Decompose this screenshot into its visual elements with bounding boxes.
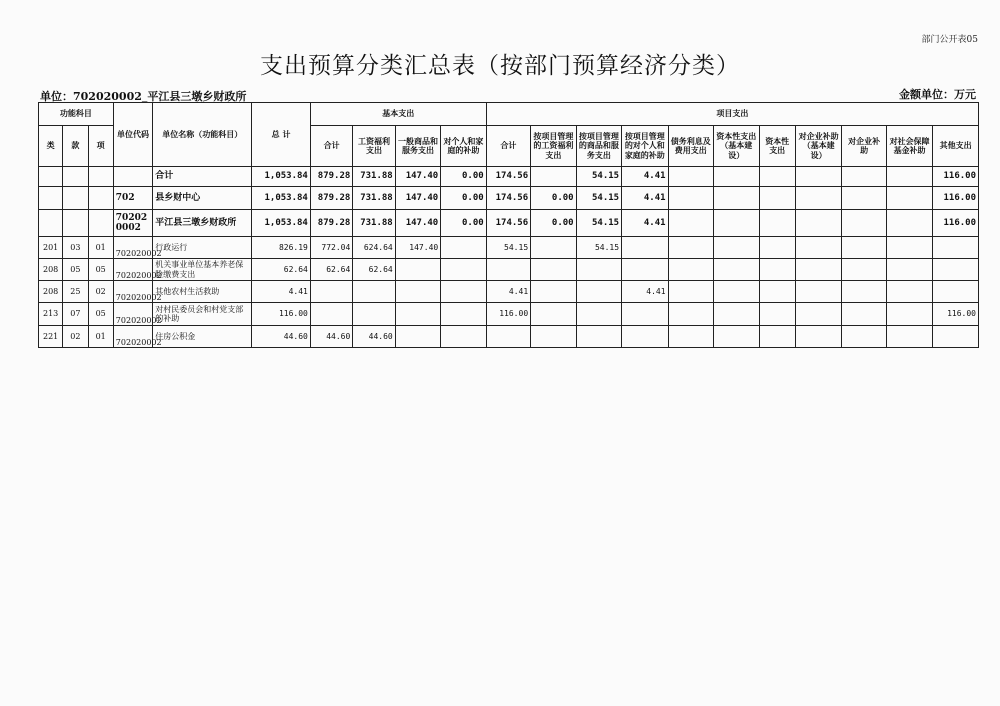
lei-header: 类 xyxy=(39,126,63,167)
project-col-header: 按项目管理的对个人和家庭的补助 xyxy=(622,126,668,167)
project-cell xyxy=(886,326,932,348)
project-cell xyxy=(576,303,621,326)
unit-name-cell: 合计 xyxy=(153,167,252,187)
basic-cell xyxy=(310,303,352,326)
unit-code-cell: 702020002 xyxy=(113,303,152,326)
basic-col-header: 对个人和家庭的补助 xyxy=(441,126,486,167)
project-expense-header: 项目支出 xyxy=(486,103,978,126)
summary-row-group xyxy=(39,187,979,210)
project-cell xyxy=(576,326,621,348)
unit-code-cell: 702020002 xyxy=(113,259,152,281)
total-cell: 826.19 xyxy=(252,237,311,259)
lei-cell: 208 xyxy=(39,281,63,303)
project-cell xyxy=(795,326,841,348)
project-cell xyxy=(714,303,759,326)
project-cell xyxy=(842,167,886,187)
basic-col-header: 工资福利支出 xyxy=(353,126,395,167)
unit-code-cell: 702020002 xyxy=(113,281,152,303)
project-col-header: 对企业补助 xyxy=(842,126,886,167)
unit-name-cell: 行政运行 xyxy=(153,237,252,259)
project-cell xyxy=(576,259,621,281)
project-cell xyxy=(714,210,759,237)
project-col-header: 合计 xyxy=(486,126,530,167)
unit-code-cell: 702020002 xyxy=(113,210,152,237)
kuan-cell: 25 xyxy=(63,281,88,303)
project-cell xyxy=(714,259,759,281)
project-cell xyxy=(714,237,759,259)
project-cell xyxy=(842,303,886,326)
table-row xyxy=(39,237,979,259)
basic-cell: 147.40 xyxy=(395,167,440,187)
basic-cell: 0.00 xyxy=(441,187,486,210)
project-col-header: 按项目管理的商品和服务支出 xyxy=(576,126,621,167)
basic-cell xyxy=(395,281,440,303)
total-cell: 1,053.84 xyxy=(252,167,311,187)
project-cell xyxy=(759,303,795,326)
lei-cell: 201 xyxy=(39,237,63,259)
lei-cell: 208 xyxy=(39,259,63,281)
project-cell xyxy=(668,303,713,326)
total-cell: 116.00 xyxy=(252,303,311,326)
kuan-header: 款 xyxy=(63,126,88,167)
xiang-cell: 01 xyxy=(88,237,113,259)
project-cell: 116.00 xyxy=(486,303,530,326)
project-cell xyxy=(668,210,713,237)
project-cell xyxy=(759,187,795,210)
table-row xyxy=(39,326,979,348)
project-cell: 174.56 xyxy=(486,210,530,237)
table-row xyxy=(39,303,979,326)
project-cell xyxy=(886,259,932,281)
basic-cell: 62.64 xyxy=(353,259,395,281)
project-cell xyxy=(622,237,668,259)
project-cell xyxy=(759,210,795,237)
basic-cell xyxy=(395,326,440,348)
project-cell xyxy=(668,259,713,281)
project-cell xyxy=(486,259,530,281)
summary-row-total xyxy=(39,167,979,187)
project-col-header: 资本性支出（基本建设） xyxy=(714,126,759,167)
project-cell xyxy=(795,187,841,210)
xiang-header: 项 xyxy=(88,126,113,167)
project-cell: 4.41 xyxy=(486,281,530,303)
project-col-header: 对社会保障基金补助 xyxy=(886,126,932,167)
project-cell: 54.15 xyxy=(576,187,621,210)
project-cell: 0.00 xyxy=(531,187,576,210)
basic-cell: 147.40 xyxy=(395,187,440,210)
unit-code-cell: 702 xyxy=(113,187,152,210)
project-cell: 116.00 xyxy=(933,167,979,187)
project-cell xyxy=(622,303,668,326)
project-cell xyxy=(531,303,576,326)
project-cell xyxy=(886,210,932,237)
unit-name-cell: 机关事业单位基本养老保险缴费支出 xyxy=(153,259,252,281)
xiang-cell: 02 xyxy=(88,281,113,303)
project-cell xyxy=(842,210,886,237)
project-cell xyxy=(795,259,841,281)
total-cell: 4.41 xyxy=(252,281,311,303)
basic-cell: 0.00 xyxy=(441,210,486,237)
basic-cell: 879.28 xyxy=(310,187,352,210)
project-cell xyxy=(714,187,759,210)
project-cell: 0.00 xyxy=(531,210,576,237)
unit-name-cell: 平江县三墩乡财政所 xyxy=(153,210,252,237)
project-cell: 4.41 xyxy=(622,167,668,187)
basic-cell xyxy=(441,259,486,281)
project-col-header: 按项目管理的工资福利支出 xyxy=(531,126,576,167)
budget-table xyxy=(38,102,979,348)
basic-col-header: 一般商品和服务支出 xyxy=(395,126,440,167)
project-cell: 174.56 xyxy=(486,167,530,187)
project-cell xyxy=(576,281,621,303)
total-header: 总 计 xyxy=(252,103,311,167)
project-cell: 54.15 xyxy=(576,167,621,187)
project-cell xyxy=(759,237,795,259)
project-cell xyxy=(714,326,759,348)
project-cell xyxy=(668,281,713,303)
basic-cell: 731.88 xyxy=(353,210,395,237)
unit-code-header: 单位代码 xyxy=(113,103,152,167)
project-cell xyxy=(795,210,841,237)
basic-cell: 624.64 xyxy=(353,237,395,259)
basic-expense-header: 基本支出 xyxy=(310,103,486,126)
project-cell xyxy=(886,167,932,187)
project-cell xyxy=(531,326,576,348)
kuan-cell: 02 xyxy=(63,326,88,348)
basic-cell: 0.00 xyxy=(441,167,486,187)
lei-cell: 221 xyxy=(39,326,63,348)
basic-cell: 147.40 xyxy=(395,237,440,259)
project-cell: 54.15 xyxy=(486,237,530,259)
project-cell xyxy=(886,237,932,259)
project-cell xyxy=(933,237,979,259)
kuan-cell: 03 xyxy=(63,237,88,259)
basic-cell: 731.88 xyxy=(353,167,395,187)
project-cell: 4.41 xyxy=(622,281,668,303)
page-title: 支出预算分类汇总表（按部门预算经济分类） xyxy=(260,53,740,79)
table-row xyxy=(39,281,979,303)
xiang-cell: 05 xyxy=(88,303,113,326)
kuan-cell: 05 xyxy=(63,259,88,281)
project-cell xyxy=(714,167,759,187)
basic-cell xyxy=(441,237,486,259)
basic-cell: 147.40 xyxy=(395,210,440,237)
basic-cell xyxy=(353,303,395,326)
project-cell: 4.41 xyxy=(622,187,668,210)
project-cell: 54.15 xyxy=(576,210,621,237)
project-col-header: 对企业补助（基本建设） xyxy=(795,126,841,167)
project-cell xyxy=(759,259,795,281)
project-cell xyxy=(714,281,759,303)
total-cell: 1,053.84 xyxy=(252,187,311,210)
project-cell: 116.00 xyxy=(933,303,979,326)
project-cell xyxy=(886,281,932,303)
project-cell: 4.41 xyxy=(622,210,668,237)
project-col-header: 其他支出 xyxy=(933,126,979,167)
project-cell xyxy=(759,326,795,348)
unit-name-cell: 其他农村生活救助 xyxy=(153,281,252,303)
basic-cell: 44.60 xyxy=(353,326,395,348)
unit-code-cell: 702020002 xyxy=(113,326,152,348)
total-cell: 44.60 xyxy=(252,326,311,348)
unit-name-cell: 对村民委员会和村党支部的补助 xyxy=(153,303,252,326)
project-cell xyxy=(668,167,713,187)
basic-cell: 62.64 xyxy=(310,259,352,281)
project-cell xyxy=(933,281,979,303)
kuan-cell: 07 xyxy=(63,303,88,326)
basic-cell xyxy=(310,281,352,303)
unit-label: 单位：702020002_平江县三墩乡财政所 xyxy=(40,90,247,103)
project-col-header: 资本性支出 xyxy=(759,126,795,167)
form-number: 部门公开表05 xyxy=(921,35,978,45)
basic-cell xyxy=(441,303,486,326)
project-cell xyxy=(795,237,841,259)
project-cell xyxy=(668,237,713,259)
basic-cell: 772.04 xyxy=(310,237,352,259)
basic-col-header: 合计 xyxy=(310,126,352,167)
basic-cell: 879.28 xyxy=(310,210,352,237)
table-row xyxy=(39,259,979,281)
project-col-header: 债务利息及费用支出 xyxy=(668,126,713,167)
project-cell xyxy=(531,259,576,281)
project-cell xyxy=(886,303,932,326)
project-cell: 54.15 xyxy=(576,237,621,259)
unit-code-cell xyxy=(113,167,152,187)
project-cell xyxy=(759,167,795,187)
total-cell: 62.64 xyxy=(252,259,311,281)
project-cell: 116.00 xyxy=(933,210,979,237)
project-cell xyxy=(486,326,530,348)
basic-cell: 879.28 xyxy=(310,167,352,187)
project-cell xyxy=(668,326,713,348)
project-cell xyxy=(795,281,841,303)
project-cell xyxy=(622,326,668,348)
basic-cell: 731.88 xyxy=(353,187,395,210)
project-cell xyxy=(795,167,841,187)
xiang-cell: 05 xyxy=(88,259,113,281)
basic-cell xyxy=(353,281,395,303)
unit-name-cell: 县乡财中心 xyxy=(153,187,252,210)
project-cell xyxy=(842,259,886,281)
xiang-cell: 01 xyxy=(88,326,113,348)
project-cell xyxy=(622,259,668,281)
basic-cell xyxy=(395,259,440,281)
amount-unit-label: 金额单位：万元 xyxy=(899,88,976,101)
project-cell xyxy=(531,281,576,303)
project-cell xyxy=(668,187,713,210)
project-cell: 116.00 xyxy=(933,187,979,210)
basic-cell xyxy=(395,303,440,326)
unit-code-cell: 702020002 xyxy=(113,237,152,259)
project-cell xyxy=(842,237,886,259)
project-cell xyxy=(933,259,979,281)
total-cell: 1,053.84 xyxy=(252,210,311,237)
project-cell xyxy=(531,237,576,259)
project-cell xyxy=(842,326,886,348)
unit-name-header: 单位名称（功能科目） xyxy=(153,103,252,167)
basic-cell xyxy=(441,281,486,303)
project-cell xyxy=(933,326,979,348)
project-cell xyxy=(795,303,841,326)
project-cell: 174.56 xyxy=(486,187,530,210)
project-cell xyxy=(531,167,576,187)
project-cell xyxy=(759,281,795,303)
summary-row-unit xyxy=(39,210,979,237)
project-cell xyxy=(842,187,886,210)
unit-name-cell: 住房公积金 xyxy=(153,326,252,348)
project-cell xyxy=(842,281,886,303)
project-cell xyxy=(886,187,932,210)
basic-cell xyxy=(441,326,486,348)
basic-cell: 44.60 xyxy=(310,326,352,348)
lei-cell: 213 xyxy=(39,303,63,326)
func-subject-header: 功能科目 xyxy=(39,103,114,126)
